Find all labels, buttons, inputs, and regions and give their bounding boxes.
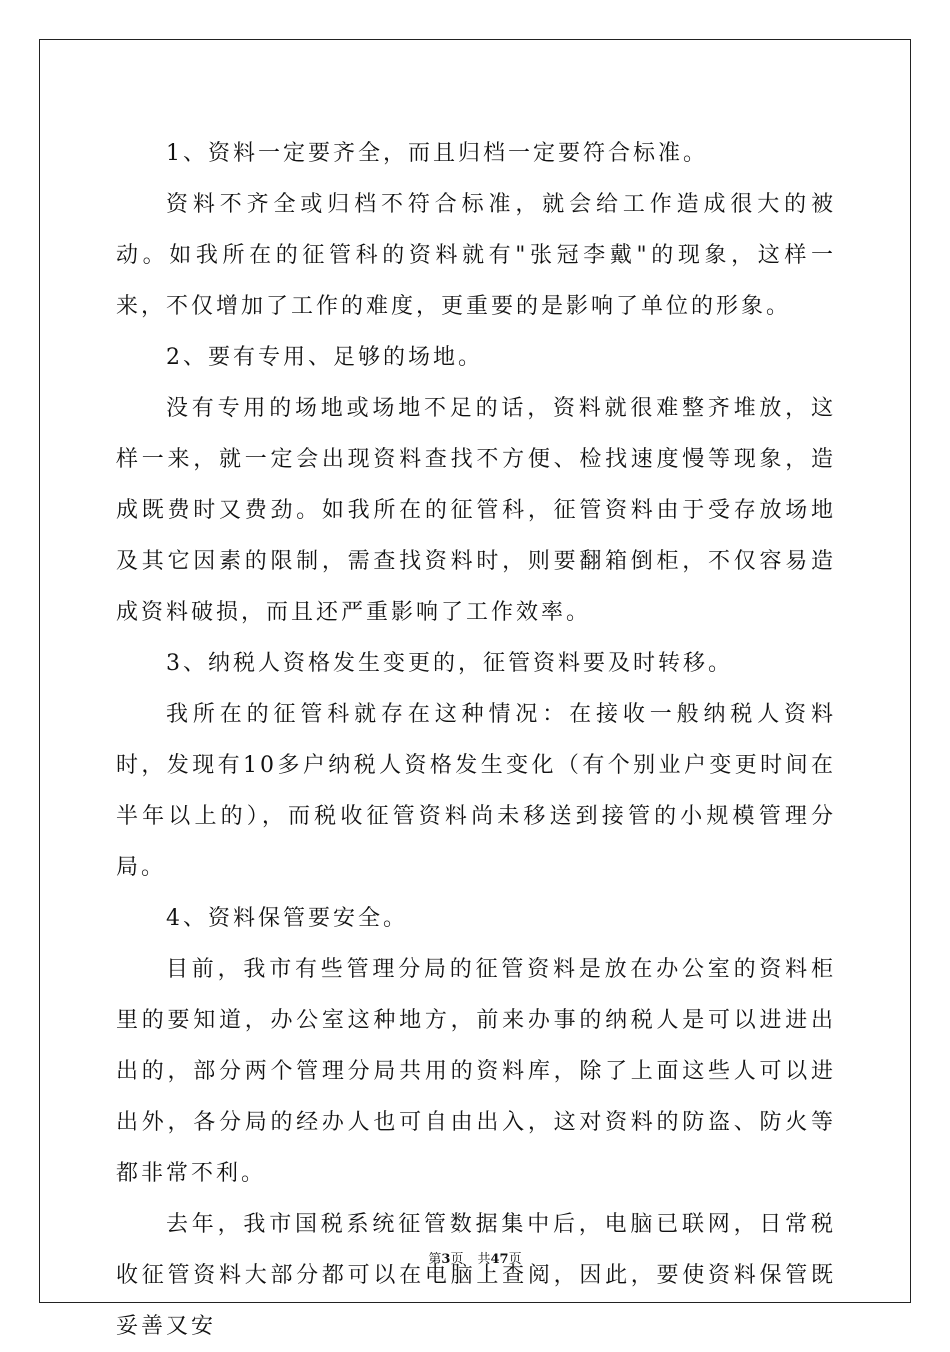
total-suffix: 页	[508, 1252, 522, 1267]
paragraph-1: 1、资料一定要齐全，而且归档一定要符合标准。	[166, 141, 708, 166]
paragraph-7: 4、资料保管要安全。	[166, 906, 408, 931]
document-body	[116, 128, 836, 1352]
total-pages: 47	[490, 1252, 509, 1267]
total-prefix: 共	[477, 1252, 491, 1267]
paragraph-5: 3、纳税人资格发生变更的，征管资料要及时转移。	[166, 651, 733, 676]
page-footer	[0, 1248, 950, 1267]
paragraph-4: 没有专用的场地或场地不足的话，资料就很难整齐堆放，这样一来，就一定会出现资料查找不方便、检找速度慢等现象，造成既费时又费劲。如我所在的征管科，征管资料由于受存放场地及其它因素的限制，需查找资料时，则要翻箱倒柜，不仅容易造成资料破损，而且还严重影响了工作效率。	[116, 396, 836, 625]
page-number: 3	[441, 1252, 451, 1267]
page-prefix: 第	[428, 1252, 442, 1267]
paragraph-9: 去年，我市国税系统征管数据集中后，电脑已联网，日常税收征管资料大部分都可以在电脑上查阅，因此，要使资料保管既妥善又安	[116, 1212, 836, 1339]
paragraph-2: 资料不齐全或归档不符合标准，就会给工作造成很大的被动。如我所在的征管科的资料就有"张冠李戴"的现象，这样一来，不仅增加了工作的难度，更重要的是影响了单位的形象。	[116, 192, 836, 319]
page-suffix: 页	[450, 1252, 464, 1267]
paragraph-3: 2、要有专用、足够的场地。	[166, 345, 483, 370]
paragraph-6: 我所在的征管科就存在这种情况：在接收一般纳税人资料时，发现有10多户纳税人资格发生变化（有个别业户变更时间在半年以上的），而税收征管资料尚未移送到接管的小规模管理分局。	[116, 702, 836, 880]
paragraph-8: 目前，我市有些管理分局的征管资料是放在办公室的资料柜里的要知道，办公室这种地方，前来办事的纳税人是可以进进出出的，部分两个管理分局共用的资料库，除了上面这些人可以进出外，各分局的经办人也可自由出入，这对资料的防盗、防火等都非常不利。	[116, 957, 836, 1186]
